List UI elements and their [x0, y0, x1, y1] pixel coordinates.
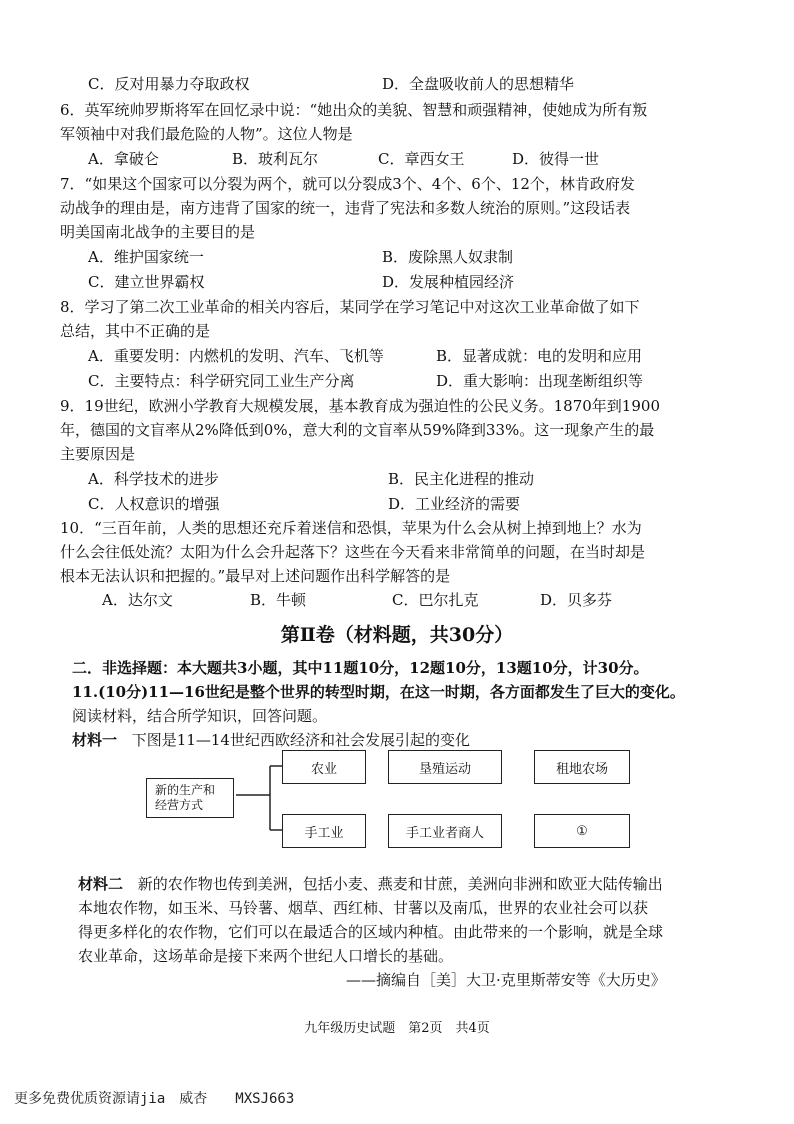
material2-text-1: 新的农作物也传到美洲，包括小麦、燕麦和甘蔗，美洲向非洲和欧亚大陆传输出 — [137, 875, 663, 893]
q10-option-b: B．牛顿 — [250, 591, 307, 609]
q10-line1: 10．“三百年前，人类的思想还充斥着迷信和恐惧，苹果为什么会从树上掉到地上？水为 — [60, 519, 642, 537]
material1-label: 材料一 — [72, 731, 118, 749]
q9-line3: 主要原因是 — [60, 445, 136, 463]
material2-line1 — [78, 874, 663, 894]
q6-option-a: A．拿破仑 — [88, 150, 159, 168]
q5-option-d: D．全盘吸收前人的思想精华 — [382, 75, 575, 93]
q8-option-d: D．重大影响：出现垄断组织等 — [436, 372, 644, 390]
diagram-box-handicraft: 手工业 — [282, 814, 366, 848]
q8-option-a: A．重要发明：内燃机的发明、汽车、飞机等 — [88, 347, 384, 365]
q9-option-c: C．人权意识的增强 — [88, 495, 220, 513]
q7-line2: 动战争的理由是，南方违背了国家的统一，违背了宪法和多数人统治的原则。”这段话表 — [60, 199, 631, 217]
watermark-text: 更多免费优质资源请jia 威杏 MXSJ663 — [14, 1091, 295, 1107]
material2-line2: 本地农作物，如玉米、马铃薯、烟草、西红柿、甘薯以及南瓜，世界的农业社会可以获 — [78, 899, 649, 917]
diagram-box-tenant-farm: 租地农场 — [534, 750, 630, 784]
q7-option-d: D．发展种植园经济 — [382, 273, 515, 291]
q10-line3: 根本无法认识和把握的。”最早对上述问题作出科学解答的是 — [60, 567, 451, 585]
q7-line1: 7．“如果这个国家可以分裂为两个，就可以分裂成3个、4个、6个、12个，林肯政府发 — [60, 175, 635, 193]
section-intro: 二．非选择题：本大题共3小题，其中11题10分，12题10分，13题10分，计30分。 — [72, 659, 649, 677]
diagram-root-line1: 新的生产和 — [155, 783, 216, 797]
material1 — [72, 730, 470, 750]
material2-line4: 农业革命，这场革命是接下来两个世纪人口增长的基础。 — [78, 947, 454, 965]
material1-text: 下图是11—14世纪西欧经济和社会发展引起的变化 — [131, 731, 470, 749]
q10-line2: 什么会往低处流？太阳为什么会升起落下？这些在今天看来非常简单的问题，在当时却是 — [60, 543, 646, 561]
diagram-box-agriculture: 农业 — [282, 750, 366, 784]
diagram-root-box — [146, 778, 234, 818]
page-footer: 九年级历史试题 第2页 共4页 — [304, 1021, 490, 1036]
q6-line2: 军领袖中对我们最危险的人物”。这位人物是 — [60, 125, 353, 143]
q8-line2: 总结，其中不正确的是 — [60, 322, 211, 340]
q9-option-b: B．民主化进程的推动 — [388, 470, 535, 488]
q9-option-d: D．工业经济的需要 — [388, 495, 521, 513]
q7-option-b: B．废除黑人奴隶制 — [382, 248, 514, 266]
q9-line1: 9．19世纪，欧洲小学教育大规模发展，基本教育成为强迫性的公民义务。1870年到1900 — [60, 397, 660, 415]
diagram-box-artisan-merchant: 手工业者商人 — [388, 814, 502, 848]
diagram-box-blank-1: ① — [534, 814, 630, 848]
q5-option-c: C．反对用暴力夺取政权 — [88, 75, 250, 93]
q8-option-c: C．主要特点：科学研究同工业生产分离 — [88, 372, 355, 390]
q7-line3: 明美国南北战争的主要目的是 — [60, 223, 256, 241]
q10-option-c: C．巴尔扎克 — [392, 591, 479, 609]
material2-label: 材料二 — [78, 875, 124, 893]
q10-option-a: A．达尔文 — [102, 591, 173, 609]
q9-line2: 年，德国的文盲率从2%降低到0%，意大利的文盲率从59%降到33%。这一现象产生的最 — [60, 421, 655, 439]
section-title: 第Ⅱ卷（材料题，共30分） — [280, 624, 514, 646]
q6-option-d: D．彼得一世 — [512, 150, 600, 168]
material2-source: ——摘编自［美］大卫·克里斯蒂安等《大历史》 — [346, 971, 666, 989]
q8-option-b: B．显著成就：电的发明和应用 — [436, 347, 643, 365]
q6-line1: 6．英军统帅罗斯将军在回忆录中说：“她出众的美貌、智慧和顽强精神，使她成为所有叛 — [60, 101, 648, 119]
diagram-root-line2: 经营方式 — [155, 798, 204, 812]
diagram-box-reclamation: 垦殖运动 — [388, 750, 502, 784]
q9-option-a: A．科学技术的进步 — [88, 470, 219, 488]
q7-option-a: A．维护国家统一 — [88, 248, 204, 266]
q11-line1: 11.(10分)11—16世纪是整个世界的转型时期，在这一时期，各方面都发生了巨大的变化。 — [72, 683, 685, 701]
economic-change-diagram — [130, 748, 730, 858]
q8-line1: 8．学习了第二次工业革命的相关内容后，某同学在学习笔记中对这次工业革命做了如下 — [60, 298, 640, 316]
q6-option-c: C．章西女王 — [378, 150, 465, 168]
q7-option-c: C．建立世界霸权 — [88, 273, 205, 291]
q10-option-d: D．贝多芬 — [540, 591, 613, 609]
material2-line3: 得更多样化的农作物，它们可以在最适合的区域内种植。由此带来的一个影响，就是全球 — [78, 923, 664, 941]
q6-option-b: B．玻利瓦尔 — [232, 150, 319, 168]
q11-line2: 阅读材料，结合所学知识，回答问题。 — [72, 707, 328, 725]
